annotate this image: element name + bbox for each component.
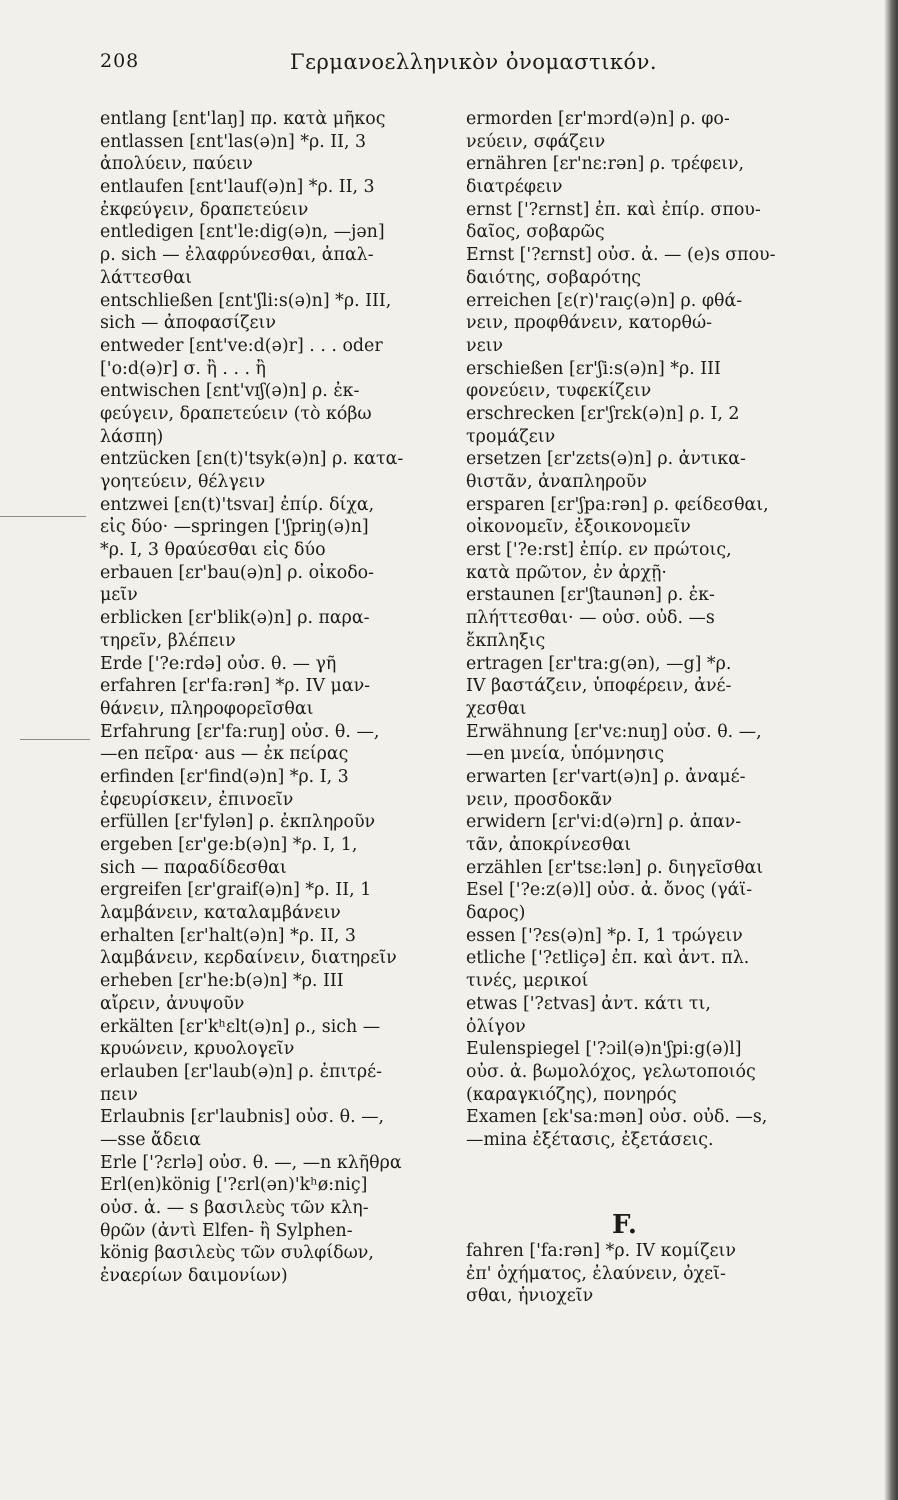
left-column (100, 108, 440, 1288)
dictionary-line: etwas ['?ɛtvas] ἀντ. κάτι τι, (466, 993, 711, 1014)
dictionary-line: erzählen [ɛr'tsɛ:lən] ρ. διηγεῖσθαι (466, 857, 764, 878)
dictionary-line: χεσθαι (466, 698, 527, 719)
dictionary-line: fahren ['fa:rən] *ρ. IV κομίζειν (466, 1241, 736, 1261)
dictionary-line: Eulenspiegel ['?ɔil(ə)n'ʃpi:g(ə)l] (466, 1039, 742, 1060)
dictionary-line: —mina ἐξέτασις, ἐξετάσεις. (466, 1129, 714, 1150)
dictionary-line: θιστᾶν, ἀναπληροῦν (466, 472, 647, 492)
dictionary-line: erblicken [ɛr'blik(ə)n] ρ. παρα- (100, 608, 370, 629)
right-column-section-f (466, 1240, 802, 1308)
dictionary-line: ἐναερίων δαιμονίων) (100, 1266, 288, 1287)
running-title: Γερμανοελληνικὸν ὀνομαστικόν. (290, 50, 658, 74)
dictionary-line: ergreifen [ɛr'graif(ə)n] *ρ. II, 1 (100, 880, 372, 901)
dictionary-line: erfüllen [ɛr'fylən] ρ. ἐκπληροῦν (100, 812, 376, 833)
dictionary-line: entlaufen [ɛnt'lauf(ə)n] *ρ. II, 3 (100, 177, 375, 198)
dictionary-line: erlauben [ɛr'laub(ə)n] ρ. ἐπιτρέ- (100, 1061, 383, 1082)
dictionary-line: erschießen [ɛr'ʃi:s(ə)n] *ρ. III (466, 358, 721, 379)
dictionary-line: ersetzen [ɛr'zɛts(ə)n] ρ. ἀντικα- (466, 449, 746, 470)
dictionary-line: ἐφευρίσκειν, ἐπινοεῖν (100, 789, 294, 810)
dictionary-line: κρυώνειν, κρυολογεῖν (100, 1039, 295, 1060)
dictionary-line: erstaunen [ɛr'ʃtaunən] ρ. ἐκ- (466, 585, 715, 606)
dictionary-line: entwischen [ɛnt'vɪʃ(ə)n] ρ. ἐκ- (100, 381, 360, 402)
dictionary-line: νειν (466, 335, 503, 356)
dictionary-line: οὐσ. ἀ. — s βασιλεὺς τῶν κλη- (100, 1198, 369, 1218)
dictionary-line: Erl(en)könig ['?ɛrl(ən)'kʰø:niç] (100, 1175, 368, 1196)
dictionary-line: νειν, προσδοκᾶν (466, 789, 613, 810)
dictionary-line: ἔκπληξις (466, 630, 546, 651)
dictionary-line: entlang [ɛnt'laŋ] πρ. κατὰ μῆκος (100, 109, 386, 129)
dictionary-line: λάσπη) (100, 426, 164, 447)
dictionary-line: θάνειν, πληροφορεῖσθαι (100, 698, 314, 719)
dictionary-line: φεύγειν, δραπετεύειν (τὸ κόβω (100, 403, 372, 424)
dictionary-line: erreichen [ɛ(r)'raıç(ə)n] ρ. φθά- (466, 290, 743, 311)
dictionary-line: erwarten [ɛr'vart(ə)n] ρ. ἀναμέ- (466, 766, 746, 787)
dictionary-line: σθαι, ἡνιοχεῖν (466, 1286, 594, 1307)
dictionary-line: ersparen [ɛr'ʃpa:rən] ρ. φείδεσθαι, (466, 494, 769, 515)
dictionary-line: (καραγκιόζης), πονηρός (466, 1084, 677, 1105)
dictionary-line: δαιότης, σοβαρότης (466, 267, 641, 288)
dictionary-line: erkälten [ɛr'kʰɛlt(ə)n] ρ., sich — (100, 1016, 381, 1037)
dictionary-line: erhalten [ɛr'halt(ə)n] *ρ. II, 3 (100, 925, 356, 946)
dictionary-line: λαμβάνειν, κερδαίνειν, διατηρεῖν (100, 948, 397, 969)
dictionary-line: νεύειν, σφάζειν (466, 131, 606, 152)
dictionary-line: ertragen [ɛr'tra:g(ən), —g] *ρ. (466, 653, 732, 674)
dictionary-line: erwidern [ɛr'vi:d(ə)rn] ρ. ἀπαν- (466, 812, 742, 833)
dictionary-line: θρῶν (ἀντὶ Elfen- ἢ Sylphen- (100, 1220, 353, 1241)
dictionary-line: ergeben [ɛr'ge:b(ə)n] *ρ. I, 1, (100, 835, 358, 855)
dictionary-line: Ernst ['?ɛrnst] οὐσ. ἀ. — (e)s σπου- (466, 245, 776, 266)
dictionary-line: *ρ. I, 3 θραύεσθαι εἰς δύο (100, 540, 326, 561)
dictionary-line: essen ['?ɛs(ə)n] *ρ. I, 1 τρώγειν (466, 925, 743, 946)
dictionary-line: ἀπολύειν, παύειν (100, 154, 253, 175)
dictionary-line: entweder [ɛnt've:d(ə)r] . . . oder (100, 335, 383, 356)
dictionary-line: —en πεῖρα· aus — ἐκ πείρας (100, 744, 349, 765)
margin-mark (20, 739, 90, 740)
section-heading-letter: F. (612, 1210, 637, 1240)
dictionary-line: entlassen [ɛnt'las(ə)n] *ρ. II, 3 (100, 131, 367, 152)
dictionary-line: δαρος) (466, 903, 526, 924)
dictionary-line: ernähren [ɛr'nɛ:rən] ρ. τρέφειν, (466, 154, 745, 175)
dictionary-line: ὀλίγον (466, 1016, 526, 1037)
dictionary-line: erfahren [ɛr'fa:rən] *ρ. IV μαν- (100, 676, 371, 697)
dictionary-line: erbauen [ɛr'bau(ə)n] ρ. οἰκοδο- (100, 562, 375, 583)
dictionary-line: λάττεσθαι (100, 267, 192, 288)
dictionary-line: ernst ['?ɛrnst] ἐπ. καὶ ἐπίρ. σπου- (466, 199, 761, 220)
dictionary-line: Erle ['?ɛrlə] οὐσ. θ. —, —n κλῆθρα (100, 1152, 402, 1173)
dictionary-line: φονεύειν, τυφεκίζειν (466, 381, 652, 402)
dictionary-line: διατρέφειν (466, 177, 563, 198)
dictionary-line: IV βαστάζειν, ὑποφέρειν, ἀνέ- (466, 676, 732, 697)
dictionary-line: entzwei [ɛn(t)'tsvaɪ] ἐπίρ. δίχα, (100, 494, 375, 515)
dictionary-line: δαῖος, σοβαρῶς (466, 222, 605, 243)
dictionary-line: erheben [ɛr'he:b(ə)n] *ρ. III (100, 971, 344, 992)
dictionary-line: τᾶν, ἀποκρίνεσθαι (466, 835, 632, 855)
dictionary-line: entzücken [ɛn(t)'tsyk(ə)n] ρ. κατα- (100, 449, 404, 470)
dictionary-line: erfinden [ɛr'find(ə)n] *ρ. I, 3 (100, 766, 349, 787)
dictionary-line: πλήττεσθαι· — οὐσ. οὐδ. —s (466, 608, 715, 629)
dictionary-line: γοητεύειν, θέλγειν (100, 472, 266, 492)
dictionary-line: —en μνεία, ὑπόμνησις (466, 744, 665, 765)
dictionary-line: τηρεῖν, βλέπειν (100, 630, 236, 651)
dictionary-line: könig βασιλεὺς τῶν συλφίδων, (100, 1243, 374, 1264)
dictionary-line: Erlaubnis [ɛr'laubnis] οὐσ. θ. —, (100, 1107, 385, 1128)
dictionary-line: entledigen [ɛnt'le:dig(ə)n, —jən] (100, 222, 385, 243)
dictionary-line: Erwähnung [ɛr'vɛ:nuŋ] οὐσ. θ. —, (466, 721, 762, 742)
dictionary-line: ['o:d(ə)r] σ. ἢ . . . ἢ (100, 358, 266, 379)
margin-mark (0, 516, 86, 517)
dictionary-line: νειν, προφθάνειν, κατορθώ- (466, 313, 713, 334)
dictionary-line: μεῖν (100, 585, 138, 606)
dictionary-line: οὐσ. ἀ. βωμολόχος, γελωτοποιός (466, 1061, 756, 1082)
dictionary-line: Erde ['?e:rdə] οὐσ. θ. — γῆ (100, 653, 337, 674)
page-edge-shadow (884, 0, 898, 1500)
dictionary-line: ρ. sich — ἐλαφρύνεσθαι, ἀπαλ- (100, 245, 374, 266)
dictionary-line: etliche ['?ɛtliçə] ἐπ. καὶ ἀντ. πλ. (466, 948, 750, 969)
dictionary-line: —sse ἄδεια (100, 1129, 201, 1150)
page-number: 208 (100, 50, 140, 72)
dictionary-line: πειν (100, 1084, 138, 1105)
dictionary-line: αἴρειν, ἀνυψοῦν (100, 993, 245, 1014)
right-column (466, 108, 802, 1152)
dictionary-line: sich — ἀποφασίζειν (100, 313, 276, 334)
dictionary-line: erst ['?e:rst] ἐπίρ. εν πρώτοις, (466, 540, 732, 561)
dictionary-line: οἰκονομεῖν, ἐξοικονομεῖν (466, 517, 691, 538)
dictionary-line: λαμβάνειν, καταλαμβάνειν (100, 903, 341, 924)
dictionary-line: sich — παραδίδεσθαι (100, 857, 287, 878)
page-header (0, 50, 898, 80)
dictionary-line: τρομάζειν (466, 426, 556, 447)
dictionary-line: Esel ['?e:z(ə)l] οὐσ. ἀ. ὄνος (γάϊ- (466, 880, 753, 901)
dictionary-line: τινές, μερικοί (466, 971, 589, 992)
dictionary-line: ἐπ' ὀχήματος, ἐλαύνειν, ὀχεῖ- (466, 1263, 726, 1284)
dictionary-line: entschließen [ɛnt'ʃli:s(ə)n] *ρ. III, (100, 290, 392, 311)
dictionary-line: κατὰ πρῶτον, ἐν ἀρχῇ· (466, 562, 667, 583)
dictionary-line: erschrecken [ɛr'ʃrɛk(ə)n] ρ. I, 2 (466, 403, 740, 424)
dictionary-line: ἐκφεύγειν, δραπετεύειν (100, 199, 309, 220)
dictionary-line: ermorden [ɛr'mɔrd(ə)n] ρ. φο- (466, 109, 730, 129)
dictionary-line: Examen [ɛk'sa:mən] οὐσ. οὐδ. —s, (466, 1107, 768, 1128)
dictionary-line: Erfahrung [ɛr'fa:ruŋ] οὐσ. θ. —, (100, 721, 380, 742)
dictionary-line: εἰς δύο· —springen ['ʃpriŋ(ə)n] (100, 517, 369, 538)
